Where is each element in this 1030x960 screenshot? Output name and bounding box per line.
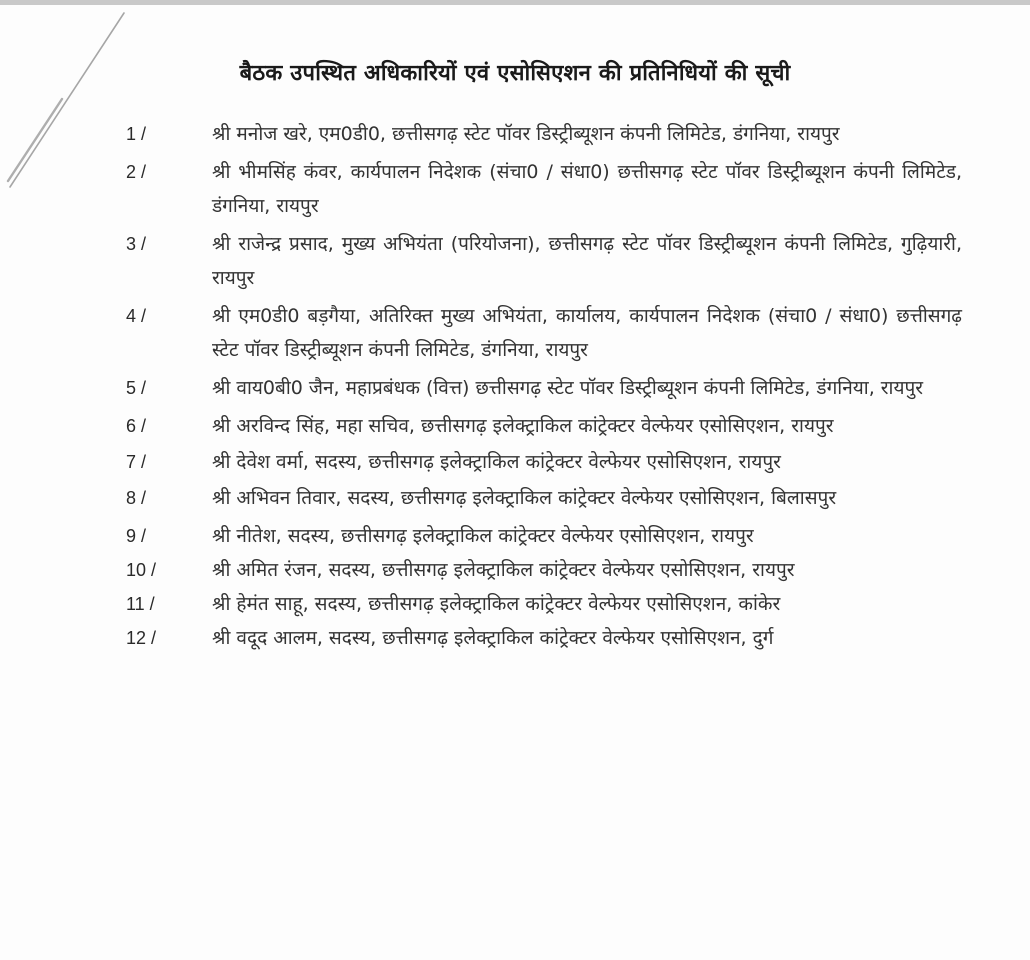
list-item (0, 445, 1030, 479)
entry-text: श्री हेमंत साहू, सदस्य, छत्तीसगढ़ इलेक्ट्राकिल कांट्रेक्टर वेल्फेयर एसोसिएशन, कांकेर (212, 593, 781, 615)
entry-number: 12 / (126, 628, 157, 648)
list-item (0, 155, 1030, 223)
entry-text: श्री वदूद आलम, सदस्य, छत्तीसगढ़ इलेक्ट्राकिल कांट्रेक्टर वेल्फेयर एसोसिएशन, दुर्ग (212, 627, 774, 649)
entry-text: श्री मनोज खरे, एम0डी0, छत्तीसगढ़ स्टेट पॉवर डिस्ट्रीब्यूशन कंपनी लिमिटेड, डंगनिया, रायपुर (212, 123, 840, 145)
entry-text: श्री एम0डी0 बड़गैया, अतिरिक्त मुख्य अभियंता, कार्यालय, कार्यपालन निदेशक (संचा0 / संधा0) छत्तीसगढ़ स्टेट पॉवर डिस्ट्रीब्यूशन कंपनी लिमिटेड, डंगनिया, रायपुर (212, 305, 962, 361)
list-item (0, 621, 1030, 655)
list-item (0, 299, 1030, 367)
list-item (0, 481, 1030, 515)
entry-number: 2 / (126, 162, 147, 182)
entry-text: श्री राजेन्द्र प्रसाद, मुख्य अभियंता (परियोजना), छत्तीसगढ़ स्टेट पॉवर डिस्ट्रीब्यूशन कंपनी लिमिटेड, गुढ़ियारी, रायपुर (212, 233, 962, 289)
entry-text: श्री अरविन्द सिंह, महा सचिव, छत्तीसगढ़ इलेक्ट्राकिल कांट्रेक्टर वेल्फेयर एसोसिएशन, रायपुर (212, 415, 834, 437)
entry-text: श्री देवेश वर्मा, सदस्य, छत्तीसगढ़ इलेक्ट्राकिल कांट्रेक्टर वेल्फेयर एसोसिएशन, रायपुर (212, 451, 781, 473)
entry-text: श्री वाय0बी0 जैन, महाप्रबंधक (वित्त) छत्तीसगढ़ स्टेट पॉवर डिस्ट्रीब्यूशन कंपनी लिमिटेड, डंगनिया, रायपुर (212, 377, 924, 399)
entry-number: 8 / (126, 488, 147, 508)
list-item (0, 519, 1030, 553)
entry-number: 4 / (126, 306, 147, 326)
list-item (0, 409, 1030, 443)
entry-number: 5 / (126, 378, 147, 398)
list-item (0, 371, 1030, 405)
list-item (0, 553, 1030, 587)
entry-number: 9 / (126, 526, 147, 546)
list-item (0, 117, 1030, 151)
list-item (0, 587, 1030, 621)
document-title: बैठक उपस्थित अधिकारियों एवं एसोसिएशन की प्रतिनिधियों की सूची (239, 61, 791, 86)
entry-number: 6 / (126, 416, 147, 436)
entry-text: श्री नीतेश, सदस्य, छत्तीसगढ़ इलेक्ट्राकिल कांट्रेक्टर वेल्फेयर एसोसिएशन, रायपुर (212, 525, 754, 547)
entry-text: श्री अभिवन तिवार, सदस्य, छत्तीसगढ़ इलेक्ट्राकिल कांट्रेक्टर वेल्फेयर एसोसिएशन, बिलासपुर (212, 487, 837, 509)
entry-number: 3 / (126, 234, 147, 254)
attendee-list (0, 117, 1030, 655)
entry-text: श्री अमित रंजन, सदस्य, छत्तीसगढ़ इलेक्ट्राकिल कांट्रेक्टर वेल्फेयर एसोसिएशन, रायपुर (212, 559, 795, 581)
entry-number: 11 / (126, 594, 155, 614)
entry-number: 10 / (126, 560, 157, 580)
list-item (0, 227, 1030, 295)
entry-number: 1 / (126, 124, 147, 144)
entry-text: श्री भीमसिंह कंवर, कार्यपालन निदेशक (संचा0 / संधा0) छत्तीसगढ़ स्टेट पॉवर डिस्ट्रीब्यूशन कंपनी लिमिटेड, डंगनिया, रायपुर (212, 161, 962, 217)
entry-number: 7 / (126, 452, 147, 472)
